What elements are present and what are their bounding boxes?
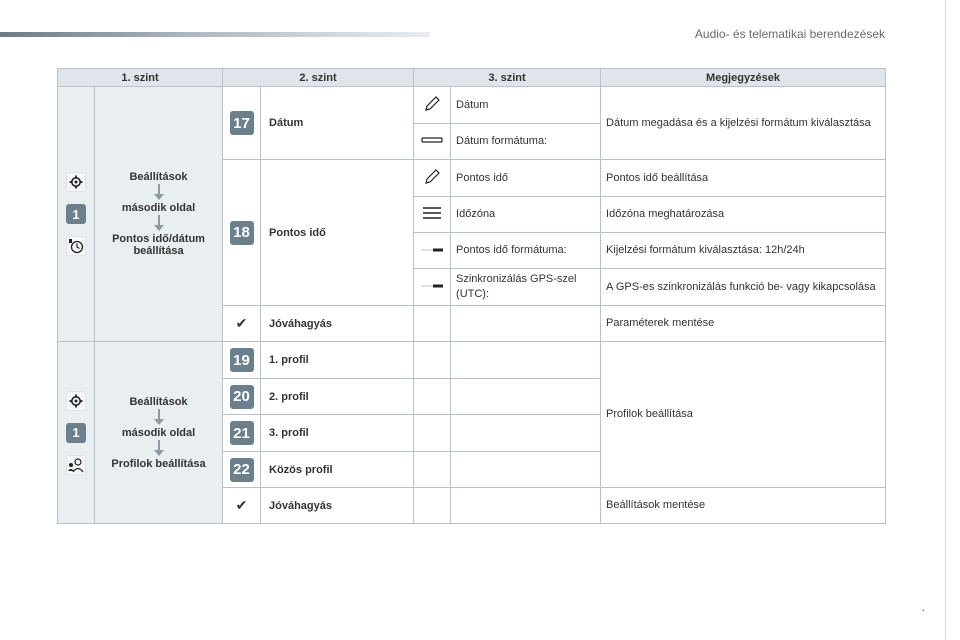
note-time-format: Kijelzési formátum kiválasztása: 12h/24h — [601, 233, 886, 269]
empty-cell — [451, 452, 601, 488]
side-rule — [945, 0, 946, 640]
section2-menu-path — [95, 342, 223, 524]
icon-cell — [414, 124, 451, 160]
group-number-cell — [223, 452, 261, 488]
confirm-label: Jóváhagyás — [261, 306, 414, 342]
group-number-badge: 21 — [230, 421, 254, 445]
profiles-note: Profilok beállítása — [601, 342, 886, 488]
option-time: Pontos idő — [451, 160, 601, 197]
path-step-settings: Beállítások — [129, 395, 188, 408]
menu-table — [57, 68, 886, 524]
empty-cell — [451, 379, 601, 415]
empty-cell — [451, 488, 601, 524]
gear-icon — [66, 391, 86, 411]
profile-icon — [66, 455, 86, 475]
header-accent-bar — [0, 32, 430, 37]
option-timezone: Időzóna — [451, 197, 601, 233]
group-number-cell — [223, 342, 261, 379]
toggle-icon — [420, 282, 444, 290]
table-header-row — [58, 69, 886, 87]
table-row — [58, 342, 886, 379]
profile-label: 2. profil — [261, 379, 414, 415]
option-date: Dátum — [451, 87, 601, 124]
arrow-down-icon — [154, 184, 164, 201]
note-gps-sync: A GPS-es szinkronizálás funkció be- vagy kikapcsolása — [601, 269, 886, 306]
checkmark-icon: ✔ — [235, 497, 248, 513]
icon-cell — [414, 233, 451, 269]
arrow-down-icon — [154, 409, 164, 426]
page-marker: . — [921, 600, 926, 614]
column-header-notes: Megjegyzések — [601, 69, 886, 87]
pencil-icon — [423, 95, 441, 113]
group-number-badge: 19 — [230, 348, 254, 372]
confirm-icon-cell — [223, 488, 261, 524]
section1-level1-icons — [58, 87, 95, 342]
format-bar-icon — [421, 135, 443, 145]
arrow-down-icon — [154, 440, 164, 457]
column-header-level2: 2. szint — [223, 69, 414, 87]
note-date: Dátum megadása és a kijelzési formátum kiválasztása — [601, 87, 886, 160]
confirm-label: Jóváhagyás — [261, 488, 414, 524]
confirm-note: Paraméterek mentése — [601, 306, 886, 342]
confirm-icon-cell — [223, 306, 261, 342]
path-step-second-page: második oldal — [121, 202, 196, 214]
group-number-cell — [223, 415, 261, 452]
page-title: Audio- és telematikai berendezések — [694, 27, 885, 41]
group-number-cell — [223, 87, 261, 160]
group-number-cell — [223, 379, 261, 415]
profile-label: 1. profil — [261, 342, 414, 379]
pencil-icon — [423, 168, 441, 186]
empty-cell — [414, 415, 451, 452]
list-icon — [422, 206, 442, 220]
toggle-icon — [420, 246, 444, 254]
icon-cell — [414, 87, 451, 124]
group-number-cell — [223, 160, 261, 306]
group-number-badge: 17 — [230, 111, 254, 135]
empty-cell — [414, 342, 451, 379]
step-number-badge: 1 — [66, 204, 86, 224]
icon-cell — [414, 160, 451, 197]
arrow-down-icon — [154, 215, 164, 232]
confirm-note: Beállítások mentése — [601, 488, 886, 524]
empty-cell — [414, 379, 451, 415]
option-gps-sync: Szinkronizálás GPS-szel (UTC): — [451, 269, 601, 306]
column-header-level1: 1. szint — [58, 69, 223, 87]
table-row — [58, 87, 886, 124]
column-header-level3: 3. szint — [414, 69, 601, 87]
clock-icon — [66, 236, 86, 256]
path-step-settings: Beállítások — [129, 171, 188, 183]
empty-cell — [451, 342, 601, 379]
checkmark-icon: ✔ — [235, 315, 248, 331]
section1-menu-path — [95, 87, 223, 342]
path-step-second-page: második oldal — [121, 426, 196, 439]
profile-label: 3. profil — [261, 415, 414, 452]
path-step-profiles: Profilok beállítása — [111, 457, 206, 470]
profile-label: Közös profil — [261, 452, 414, 488]
empty-cell — [414, 306, 451, 342]
group-number-badge: 20 — [230, 385, 254, 409]
note-timezone: Időzóna meghatározása — [601, 197, 886, 233]
option-date-format: Dátum formátuma: — [451, 124, 601, 160]
section2-level1-icons — [58, 342, 95, 524]
icon-cell — [414, 197, 451, 233]
icon-cell — [414, 269, 451, 306]
option-time-format: Pontos idő formátuma: — [451, 233, 601, 269]
group-number-badge: 18 — [230, 221, 254, 245]
group-label-time: Pontos idő — [261, 160, 414, 306]
step-number-badge: 1 — [66, 423, 86, 443]
empty-cell — [414, 488, 451, 524]
empty-cell — [451, 306, 601, 342]
path-step-datetime: Pontos idő/dátum beállítása — [112, 233, 205, 257]
note-time: Pontos idő beállítása — [601, 160, 886, 197]
empty-cell — [414, 452, 451, 488]
empty-cell — [451, 415, 601, 452]
gear-icon — [66, 172, 86, 192]
group-number-badge: 22 — [230, 458, 254, 482]
group-label-date: Dátum — [261, 87, 414, 160]
